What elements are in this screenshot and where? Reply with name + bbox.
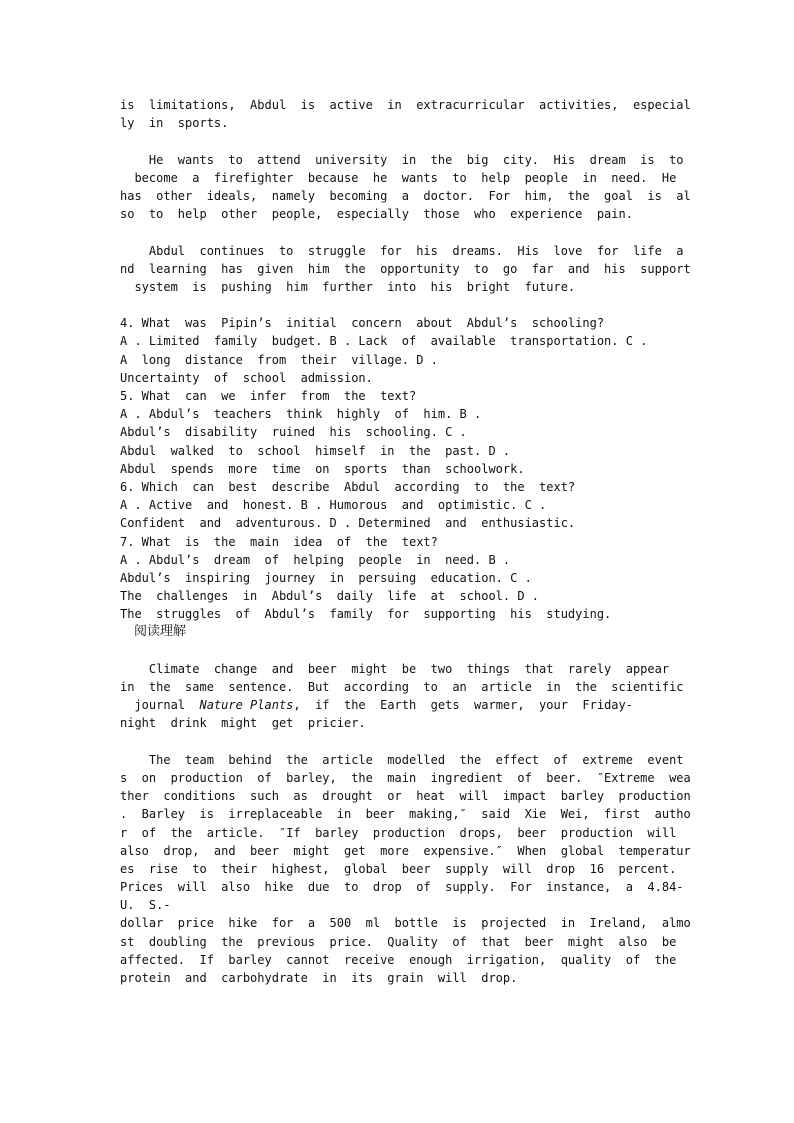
text-line: Climate change and beer might be two things that rarely appear (120, 661, 670, 676)
text-line: st doubling the previous price. Quality of that beer might also be (120, 934, 677, 949)
question-5-options: Abdul spends more time on sports than schoolwork. (120, 461, 525, 476)
text-line: . Barley is irreplaceable in beer making,″ said Xie Wei, first autho (120, 807, 691, 822)
question-5-stem: 5. What can we infer from the text? (120, 389, 417, 403)
passage2-paragraph-2 (120, 751, 691, 987)
passage2-paragraph-1 (120, 660, 684, 733)
question-6-stem: 6. Which can best describe Abdul according to the text? (120, 479, 576, 494)
text-line: U. S.- (120, 898, 171, 913)
text-line: s on production of barley, the main ingredient of beer. ″Extreme wea (120, 770, 691, 785)
text-line: so to help other people, especially those who experience pain. (120, 207, 633, 222)
question-5-options: Abdul walked to school himself in the past. D . (120, 443, 511, 458)
text-line: He wants to attend university in the big city. His dream is to (120, 152, 684, 167)
passage1-paragraph-2 (120, 151, 691, 224)
questions-block (120, 314, 676, 623)
question-5-options: A . Abdul’s teachers think highly of him. B . (120, 407, 482, 422)
question-6-options: Confident and adventurous. D . Determined and enthusiastic. (120, 516, 576, 531)
text-line: Abdul continues to struggle for his dreams. His love for life a (120, 243, 684, 258)
journal-title: Nature Plants (199, 698, 294, 713)
text-line: nd learning has given him the opportunity to go far and his support (120, 261, 691, 276)
question-7-options: Abdul’s inspiring journey in persuing education. C . (120, 570, 532, 585)
section-heading: 阅读理解 (134, 624, 187, 640)
text-line: affected. If barley cannot receive enough irrigation, quality of the (120, 952, 677, 967)
text-run: journal (120, 698, 200, 713)
text-line: es rise to their highest, global beer supply will drop 16 percent. (120, 861, 677, 876)
text-line: r of the article. ″If barley production drops, beer production will (120, 825, 677, 840)
text-line: Prices will also hike due to drop of supply. For instance, a 4.84- (120, 880, 684, 895)
question-4-options: Uncertainty of school admission. (120, 370, 373, 385)
passage1-paragraph-3 (120, 242, 691, 297)
passage1-paragraph-1 (120, 96, 691, 132)
text-line: also drop, and beer might get more expensive.″ When global temperatur (120, 843, 691, 858)
text-line: ly in sports. (120, 116, 229, 131)
text-line: system is pushing him further into his bright future. (120, 279, 576, 294)
text-line: become a firefighter because he wants to help people in need. He (120, 170, 677, 185)
question-7-options: The struggles of Abdul’s family for supporting his studying. (120, 607, 612, 622)
document-page (120, 96, 691, 987)
text-line: night drink might get pricier. (120, 716, 366, 731)
question-7-options: The challenges in Abdul’s daily life at school. D . (120, 589, 540, 604)
text-line: protein and carbohydrate in its grain will drop. (120, 971, 518, 985)
text-line: has other ideals, namely becoming a doctor. For him, the goal is al (120, 188, 691, 203)
text-line: The team behind the article modelled the effect of extreme event (120, 752, 684, 767)
question-4-stem: 4. What was Pipin’s initial concern about Abdul’s schooling? (120, 316, 605, 331)
question-7-stem: 7. What is the main idea of the text? (120, 534, 438, 549)
question-4-options: A . Limited family budget. B . Lack of available transportation. C . (120, 334, 648, 349)
text-line: ther conditions such as drought or heat will impact barley production (120, 789, 691, 804)
text-line: is limitations, Abdul is active in extracurricular activities, especial (120, 98, 691, 112)
text-line: in the same sentence. But according to an article in the scientific (120, 680, 684, 694)
question-5-options: Abdul’s disability ruined his schooling. C . (120, 425, 467, 440)
text-run: , if the Earth gets warmer, your Friday- (293, 698, 633, 713)
question-7-options: A . Abdul’s dream of helping people in need. B . (120, 552, 511, 567)
text-line: dollar price hike for a 500 ml bottle is projected in Ireland, almo (120, 916, 691, 931)
text-line (120, 696, 676, 714)
question-4-options: A long distance from their village. D . (120, 352, 438, 367)
question-6-options: A . Active and honest. B . Humorous and optimistic. C . (120, 498, 547, 513)
